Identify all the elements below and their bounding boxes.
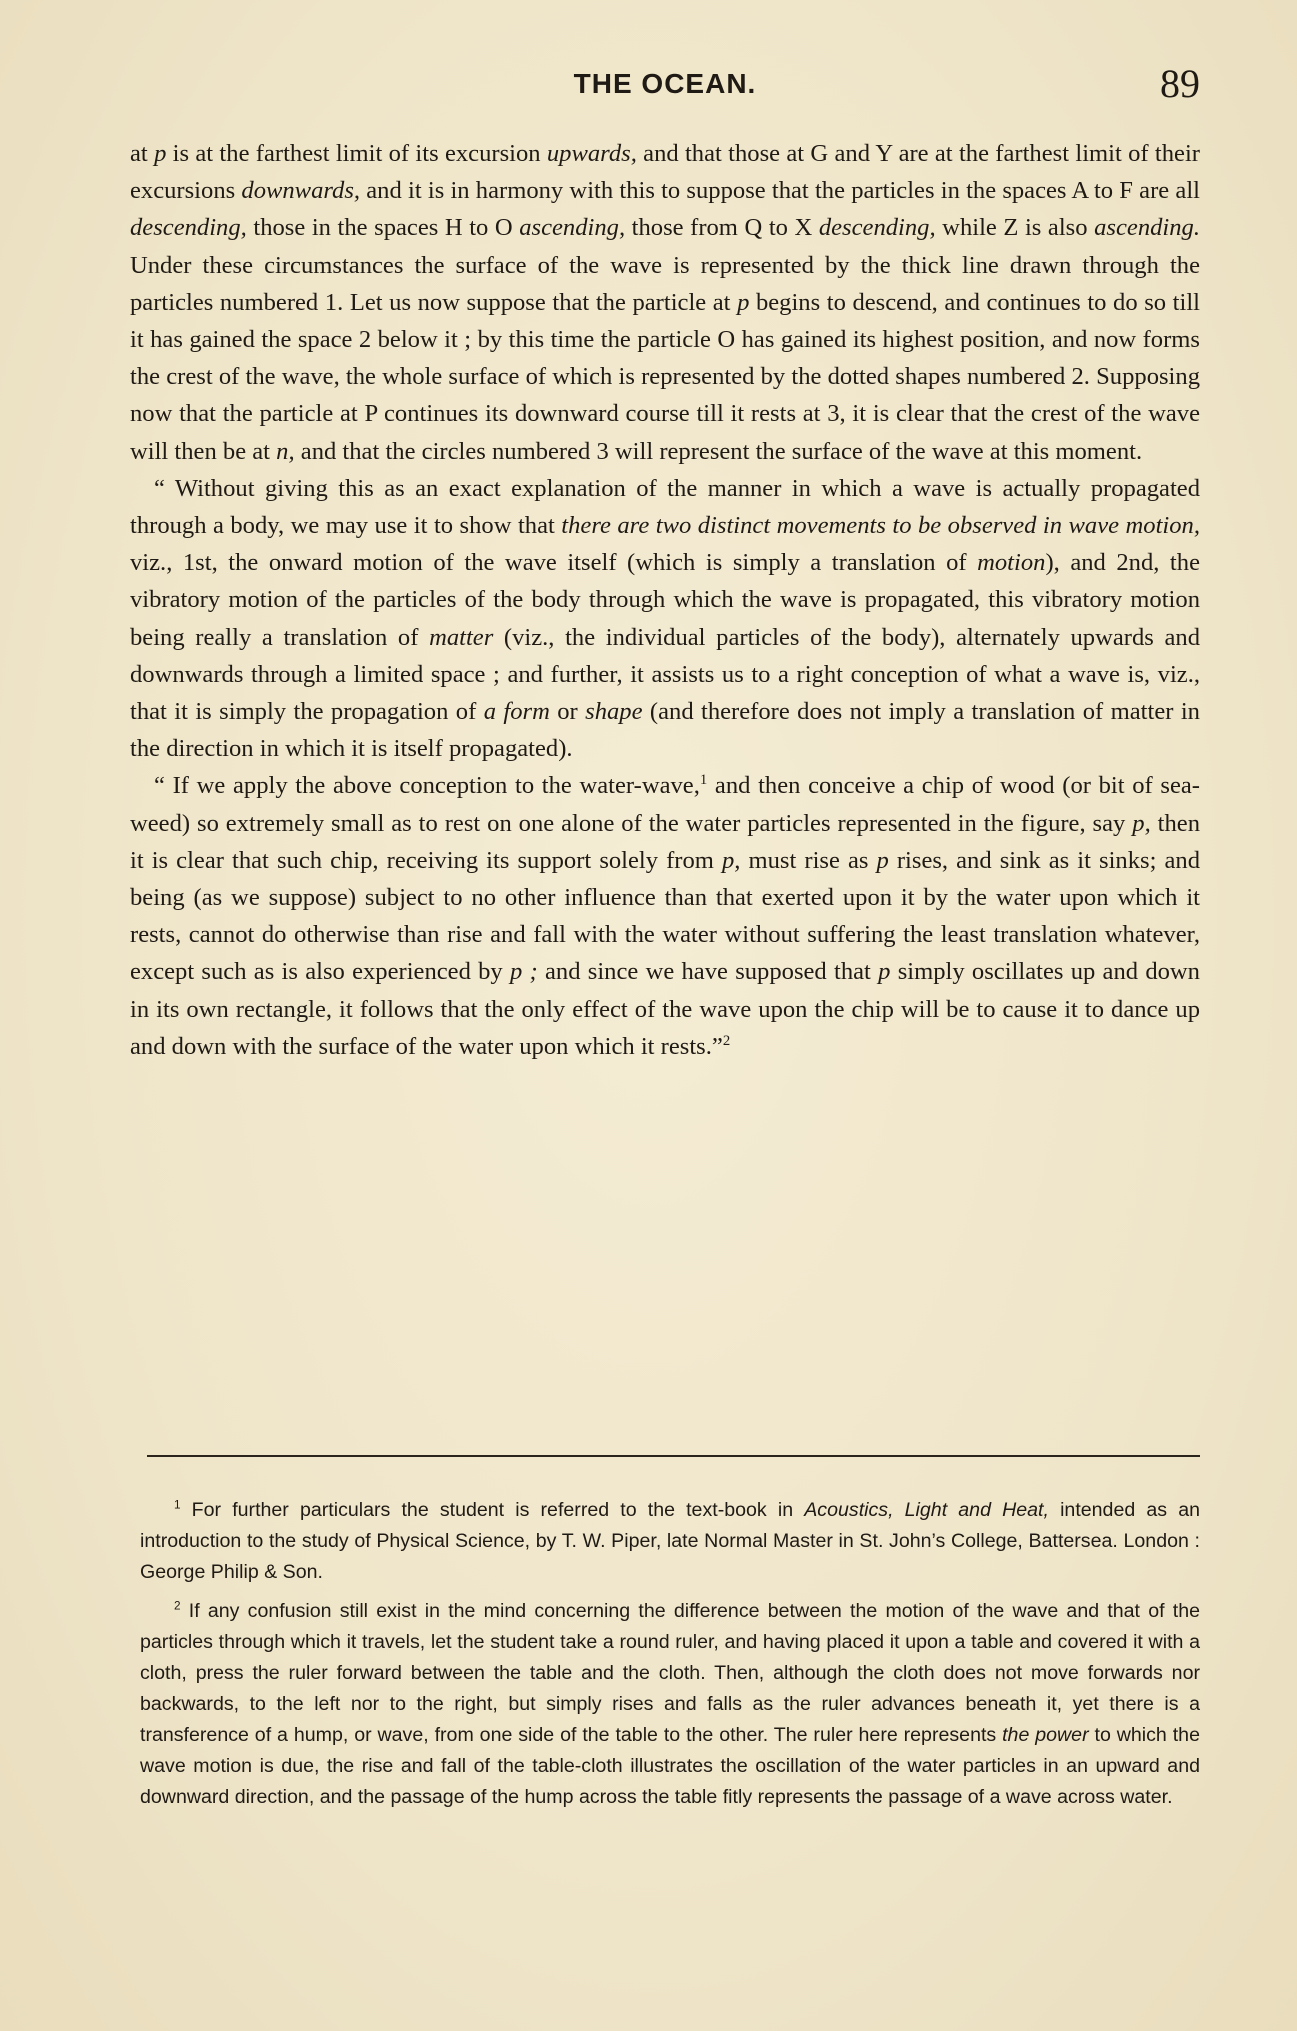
text-run: at xyxy=(130,140,155,167)
text-run: intended as an introduction to the study of Physical Science, by T. W. Piper, late Normal Master in St. John’s College, Battersea. London : George Philip & Son. xyxy=(140,1499,1201,1583)
text-run: ), and 2nd, the vibratory motion of the particles of the body through which the wave is propagated, this vibratory motion being really a translation of xyxy=(130,549,1200,651)
italic-text: ascending, xyxy=(519,214,626,242)
italic-text: p xyxy=(737,288,750,316)
text-run: “ Without giving this as an exact explanation of the manner in which a wave is actually propagated through a body, we may use it to show that xyxy=(130,474,1200,540)
italic-text: p xyxy=(876,846,889,874)
text-run: and since we have supposed that xyxy=(537,958,879,986)
text-run: begins to descend, and continues to do so till it has gained the space 2 below it ; by this time the particle O has gained its highest position, and now forms the crest of the wave, the whole surface of which is represented by the dotted shapes numbered 2. Supposing now that the particle at P continues its downward course till it rests at 3, it is clear that the crest of the wave will then be at xyxy=(130,288,1200,465)
italic-text: descending, xyxy=(818,214,936,242)
italic-text: p xyxy=(154,140,167,167)
text-run: Under these circumstances the surface of the wave is represented by the thick line drawn through the particles numbered 1. Let us now suppose that the particle at xyxy=(130,251,1200,316)
italic-text: p ; xyxy=(509,958,538,986)
text-run: and that the circles numbered 3 will represent the surface of the wave at this moment. xyxy=(294,437,1143,465)
text-run: is at the farthest limit of its excursion xyxy=(166,140,547,167)
paragraph-3 xyxy=(130,767,1200,1065)
text-run: those in the spaces H to O xyxy=(246,214,520,242)
footnote-1 xyxy=(140,1495,1200,1588)
italic-text: Acoustics, Light and Heat, xyxy=(804,1499,1049,1521)
page-header xyxy=(130,60,1200,110)
text-run: viz., 1st, the onward motion of the wave itself (which is simply a translation of xyxy=(130,549,978,577)
italic-text: shape xyxy=(585,698,643,726)
text-run: rises, and sink as it sinks; and being (as we suppose) subject to no other influence than that exerted upon it by the water upon which it rests, cannot do otherwise than rise and fall with the water without suffering the least translation whatever, except such as is also experienced by xyxy=(130,846,1200,986)
text-run: If any confusion still exist in the mind concerning the difference between the motion of the wave and that of the particles through which it travels, let the student take a round ruler, and having placed it upon a table and covered it with a cloth, press the ruler forward between the table and the cloth. Then, although the cloth does not move forwards nor backwards, to the left nor to the right, but simply rises and falls as the ruler advances beneath it, yet there is a transference of a hump, or wave, from one side of the table to the other. The ruler here represents xyxy=(140,1600,1200,1746)
text-run: those from Q to X xyxy=(625,214,819,242)
text-run: For further particulars the student is referred to the text-book in xyxy=(180,1499,805,1521)
italic-text: ascending. xyxy=(1094,214,1200,242)
footnote-divider xyxy=(147,1455,1200,1457)
footnote-marker: 2 xyxy=(174,1599,181,1613)
running-head: THE OCEAN. xyxy=(573,68,757,99)
text-run: and that those at G and Y are at the farthest limit of their excursions xyxy=(130,140,1200,205)
text-run: (viz., the individual particles of the body), alternately upwards and downwards through a limited space ; and further, it assists us to a right conception of what a wave is, viz., that it is simply the propagation of xyxy=(130,623,1200,726)
text-run: simply oscillates up and down in its own rectangle, it follows that the only effect of the wave upon the chip will be to cause it to dance up and down with the surface of the water upon which it rests.” xyxy=(130,958,1200,1060)
italic-text: upwards, xyxy=(546,140,637,167)
text-run: to which the wave motion is due, the rise and fall of the table-cloth illustrates the oscillation of the water particles in an upward and downward direction, and the passage of the hump across the table fitly represents the passage of a wave across water. xyxy=(140,1724,1200,1808)
text-run: and it is in harmony with this to suppose that the particles in the spaces A to F are all xyxy=(360,177,1200,205)
text-run: and then conceive a chip of wood (or bit of sea-weed) so extremely small as to rest on one alone of the water particles represented in the figure, say xyxy=(130,772,1200,837)
italic-text: there are two distinct movements to be observed in wave motion, xyxy=(561,512,1200,540)
page-number: 89 xyxy=(1160,61,1200,106)
italic-text: a form xyxy=(483,698,550,726)
footnotes xyxy=(140,1495,1200,1821)
italic-text: the power xyxy=(1002,1724,1089,1746)
italic-text: descending, xyxy=(130,214,247,242)
text-run: must rise as xyxy=(740,846,877,874)
footnote-marker: 1 xyxy=(699,772,708,789)
footnote-marker: 2 xyxy=(722,1032,731,1049)
text-run: “ If we apply the above conception to the water-wave, xyxy=(154,772,700,800)
paragraph-1 xyxy=(130,135,1200,470)
text-run: (and therefore does not imply a translation of matter in the direction in which it is itself propagated). xyxy=(130,698,1200,763)
footnote-marker: 1 xyxy=(174,1498,181,1512)
text-run: while Z is also xyxy=(935,214,1095,242)
italic-text: downwards, xyxy=(241,177,361,205)
body-text xyxy=(130,135,1200,1065)
text-run: or xyxy=(549,698,586,726)
italic-text: p, xyxy=(1132,809,1151,837)
italic-text: p xyxy=(878,958,891,986)
italic-text: motion xyxy=(977,549,1046,577)
text-run: then it is clear that such chip, receiving its support solely from xyxy=(130,809,1200,874)
italic-text: n, xyxy=(276,437,295,465)
footnote-2 xyxy=(140,1596,1200,1813)
italic-text: p, xyxy=(721,846,741,874)
paragraph-2 xyxy=(130,470,1200,768)
italic-text: matter xyxy=(429,623,494,651)
